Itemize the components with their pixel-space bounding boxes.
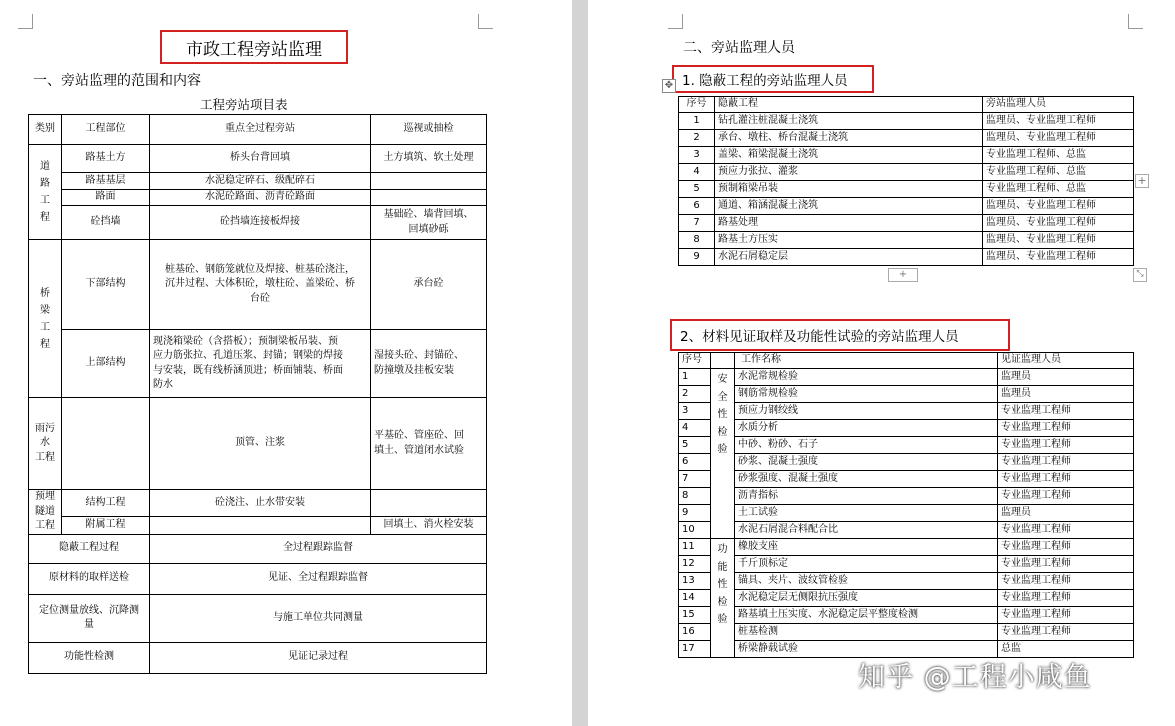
- key-cell: 砼挡墙连接板焊接: [150, 206, 371, 240]
- row-number: 14: [679, 590, 711, 607]
- work-name: 沥青指标: [735, 488, 998, 505]
- row-number: 4: [679, 420, 711, 437]
- table-header: 见证监理人员: [998, 353, 1134, 369]
- work-name: 水泥稳定层无侧限抗压强度: [735, 590, 998, 607]
- supervisor: 专业监理工程师: [998, 488, 1134, 505]
- work-name: 预制箱梁吊装: [715, 181, 983, 198]
- row-number: 2: [679, 386, 711, 403]
- table1-caption: 工程旁站项目表: [200, 97, 288, 112]
- key-cell: 见证记录过程: [150, 642, 487, 673]
- work-name: 水质分析: [735, 420, 998, 437]
- supervisor: 监理员、专业监理工程师: [983, 232, 1134, 249]
- inspect-cell: 平基砼、管座砼、回 填土、管道闭水试验: [371, 398, 487, 490]
- key-cell: 见证、全过程跟踪监督: [150, 563, 487, 594]
- row-number: 12: [679, 556, 711, 573]
- work-name: 路基填土压实度、水泥稳定层平整度检测: [735, 607, 998, 624]
- key-cell: 水泥砼路面、沥青砼路面: [150, 190, 371, 206]
- work-name: 千斤顶标定: [735, 556, 998, 573]
- row-number: 3: [679, 147, 715, 164]
- work-name: 桩基检测: [735, 624, 998, 641]
- supervisor: 专业监理工程师: [998, 522, 1134, 539]
- supervisor: 专业监理工程师: [998, 556, 1134, 573]
- subsection2-heading: 2、材料见证取样及功能性试验的旁站监理人员: [670, 319, 1010, 351]
- work-name: 预应力张拉、灌浆: [715, 164, 983, 181]
- table-header: 重点全过程旁站: [150, 115, 371, 145]
- page-divider: [572, 0, 588, 726]
- supervisor: 监理员、专业监理工程师: [983, 198, 1134, 215]
- supervisor: 监理员、专业监理工程师: [983, 130, 1134, 147]
- project-table: [28, 114, 487, 674]
- supervisor: 监理员、专业监理工程师: [983, 249, 1134, 266]
- inspect-cell: 承台砼: [371, 240, 487, 330]
- row-number: 11: [679, 539, 711, 556]
- add-column-button[interactable]: +: [1135, 174, 1149, 188]
- supervisor: 专业监理工程师: [998, 539, 1134, 556]
- inspect-cell: [371, 173, 487, 190]
- document-title: 市政工程旁站监理: [160, 30, 348, 64]
- supervisor: 监理员、专业监理工程师: [983, 215, 1134, 232]
- part-cell: [62, 398, 150, 490]
- subsection1-heading: 1. 隐蔽工程的旁站监理人员: [672, 65, 874, 93]
- row-number: 6: [679, 454, 711, 471]
- work-name: 橡胶支座: [735, 539, 998, 556]
- table-header: 工作名称: [735, 353, 998, 369]
- work-name: 砂浆强度、混凝土强度: [735, 471, 998, 488]
- row-number: 1: [679, 113, 715, 130]
- row-number: 9: [679, 249, 715, 266]
- row-number: 8: [679, 232, 715, 249]
- supervisor: 专业监理工程师、总监: [983, 147, 1134, 164]
- work-name: 盖梁、箱梁混凝土浇筑: [715, 147, 983, 164]
- work-name: 钢筋常规检验: [735, 386, 998, 403]
- part-cell: 上部结构: [62, 330, 150, 398]
- key-cell: [150, 517, 371, 534]
- work-name: 土工试验: [735, 505, 998, 522]
- add-row-button[interactable]: +: [888, 268, 918, 282]
- work-name: 路基处理: [715, 215, 983, 232]
- part-cell: 下部结构: [62, 240, 150, 330]
- supervisor: 监理员、专业监理工程师: [983, 113, 1134, 130]
- work-name: 中砂、粉砂、石子: [735, 437, 998, 454]
- row-number: 10: [679, 522, 711, 539]
- key-cell: 水泥稳定碎石、级配碎石: [150, 173, 371, 190]
- category-cell: 原材料的取样送检: [29, 563, 150, 594]
- row-number: 6: [679, 198, 715, 215]
- supervisor: 总监: [998, 641, 1134, 658]
- work-name: 预应力钢绞线: [735, 403, 998, 420]
- key-cell: 现浇箱梁砼（含搭板）；预制梁板吊装、预 应力筋张拉、孔道压浆、封锚；钢梁的焊接 与安装，既有线桥涵顶进；桥面铺装、桥面 防水: [150, 330, 371, 398]
- work-name: 砂浆、混凝土强度: [735, 454, 998, 471]
- category-cell: 功能性检测: [29, 642, 150, 673]
- inspect-cell: [371, 490, 487, 517]
- table-header: 工程部位: [62, 115, 150, 145]
- row-number: 8: [679, 488, 711, 505]
- part-cell: 路基土方: [62, 145, 150, 173]
- crop-mark: [478, 14, 493, 29]
- supervisor: 监理员: [998, 505, 1134, 522]
- work-name: 水泥石屑稳定层: [715, 249, 983, 266]
- category-cell: 预埋 隧道 工程: [29, 490, 62, 535]
- inspect-cell: 土方填筑、软土处理: [371, 145, 487, 173]
- row-number: 5: [679, 181, 715, 198]
- work-name: 承台、墩柱、桥台混凝土浇筑: [715, 130, 983, 147]
- watermark: 知乎 @工程小咸鱼: [858, 662, 1092, 693]
- supervisor: 专业监理工程师: [998, 454, 1134, 471]
- key-cell: 全过程跟踪监督: [150, 534, 487, 563]
- key-cell: 砼浇注、止水带安装: [150, 490, 371, 517]
- supervisor: 专业监理工程师: [998, 403, 1134, 420]
- table-header: 隐蔽工程: [715, 97, 983, 113]
- part-cell: 附属工程: [62, 517, 150, 534]
- supervisor: 专业监理工程师、总监: [983, 181, 1134, 198]
- hidden-works-table: [678, 96, 1134, 266]
- supervisor: 专业监理工程师: [998, 420, 1134, 437]
- work-name: 桥梁静载试验: [735, 641, 998, 658]
- row-number: 7: [679, 215, 715, 232]
- supervisor: 监理员: [998, 386, 1134, 403]
- materials-test-table: [678, 352, 1134, 658]
- inspect-cell: [371, 190, 487, 206]
- group-function-check: 功 能 性 检 验: [711, 539, 735, 658]
- table-header: 巡视或抽检: [371, 115, 487, 145]
- key-cell: 桥头台背回填: [150, 145, 371, 173]
- row-number: 2: [679, 130, 715, 147]
- category-cell: 定位测量放线、沉降测 量: [29, 594, 150, 642]
- work-name: 通道、箱涵混凝土浇筑: [715, 198, 983, 215]
- key-cell: 桩基砼、钢筋笼就位及焊接、桩基砼浇注， 沉井过程、大体积砼，墩柱砼、盖梁砼、桥 台砼: [150, 240, 371, 330]
- group-safety-check: 安 全 性 检 验: [711, 369, 735, 539]
- part-cell: 砼挡墙: [62, 206, 150, 240]
- table-move-handle[interactable]: ✥: [662, 79, 676, 93]
- supervisor: 专业监理工程师: [998, 573, 1134, 590]
- table-header: 旁站监理人员: [983, 97, 1134, 113]
- table-header: [711, 353, 735, 369]
- supervisor: 专业监理工程师: [998, 437, 1134, 454]
- supervisor: 专业监理工程师: [998, 590, 1134, 607]
- row-number: 1: [679, 369, 711, 386]
- work-name: 路基土方压实: [715, 232, 983, 249]
- document-page-left: [0, 0, 572, 726]
- category-cell: 雨污 水 工程: [29, 398, 62, 490]
- supervisor: 专业监理工程师: [998, 471, 1134, 488]
- table-header: 类别: [29, 115, 62, 145]
- row-number: 13: [679, 573, 711, 590]
- work-name: 水泥石屑混合料配合比: [735, 522, 998, 539]
- table-header: 序号: [679, 97, 715, 113]
- supervisor: 专业监理工程师、总监: [983, 164, 1134, 181]
- crop-mark: [1128, 14, 1143, 29]
- supervisor: 专业监理工程师: [998, 624, 1134, 641]
- key-cell: 与施工单位共同测量: [150, 594, 487, 642]
- inspect-cell: 基础砼、墙背回填、 回填砂砾: [371, 206, 487, 240]
- table-resize-handle[interactable]: ⤡: [1133, 268, 1147, 282]
- part-cell: 结构工程: [62, 490, 150, 517]
- row-number: 9: [679, 505, 711, 522]
- section2-heading: 二、旁站监理人员: [683, 40, 795, 56]
- crop-mark: [18, 14, 33, 29]
- work-name: 水泥常规检验: [735, 369, 998, 386]
- category-cell: 道 路 工 程: [29, 145, 62, 240]
- row-number: 17: [679, 641, 711, 658]
- inspect-cell: 湿接头砼、封锚砼、 防撞墩及挂板安装: [371, 330, 487, 398]
- work-name: 锚具、夹片、波纹管检验: [735, 573, 998, 590]
- row-number: 15: [679, 607, 711, 624]
- row-number: 4: [679, 164, 715, 181]
- supervisor: 监理员: [998, 369, 1134, 386]
- category-cell: 桥 梁 工 程: [29, 240, 62, 398]
- work-name: 钻孔灌注桩混凝土浇筑: [715, 113, 983, 130]
- part-cell: 路面: [62, 190, 150, 206]
- row-number: 5: [679, 437, 711, 454]
- row-number: 7: [679, 471, 711, 488]
- row-number: 3: [679, 403, 711, 420]
- section1-heading: 一、旁站监理的范围和内容: [33, 73, 201, 89]
- crop-mark: [668, 14, 683, 29]
- key-cell: 顶管、注浆: [150, 398, 371, 490]
- table-header: 序号: [679, 353, 711, 369]
- row-number: 16: [679, 624, 711, 641]
- inspect-cell: 回填土、消火栓安装: [371, 517, 487, 534]
- category-cell: 隐蔽工程过程: [29, 534, 150, 563]
- supervisor: 专业监理工程师: [998, 607, 1134, 624]
- part-cell: 路基基层: [62, 173, 150, 190]
